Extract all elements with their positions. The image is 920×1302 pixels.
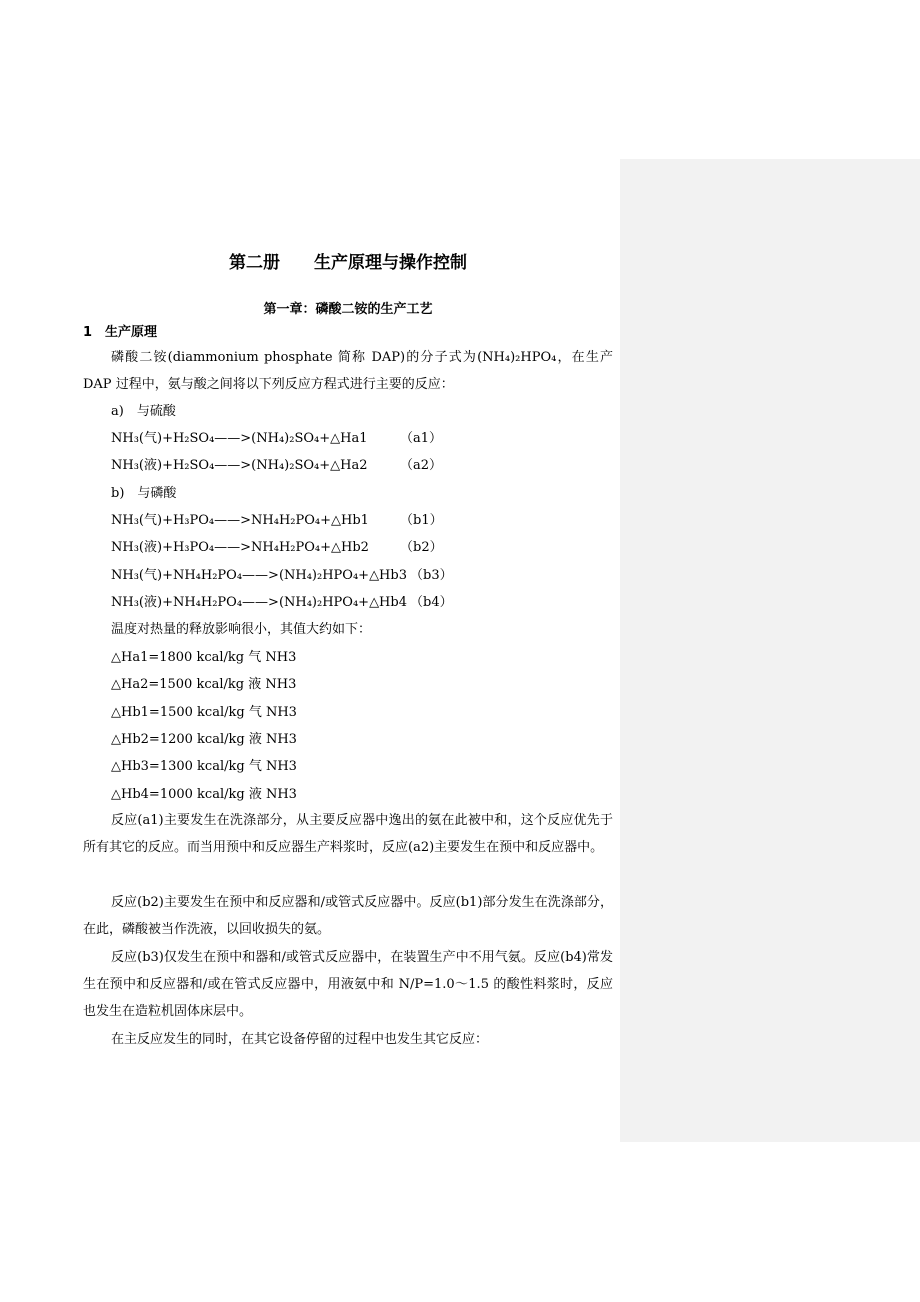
heat-value-hb3: △Hb3=1300 kcal/kg 气 NH3 bbox=[111, 759, 297, 774]
equation-tag: （b4） bbox=[410, 595, 453, 610]
equation-a2 bbox=[111, 456, 443, 476]
equation-formula: NH₃(气)+NH₄H₂PO₄——>(NH₄)₂HPO₄+△Hb3 bbox=[111, 568, 407, 583]
list-item-b: b) 与磷酸 bbox=[111, 486, 177, 501]
paragraph-b3: 反应(b3)仅发生在预中和器和/或管式反应器中，在装置生产中不用气氨。反应(b4)常发生在预中和反应器和/或在管式反应器中，用液氨中和 N/P=1.0～1.5 的酸性料浆时，反应也发生在造粒机固体床层中。 bbox=[83, 950, 613, 1019]
heat-value-ha2: △Ha2=1500 kcal/kg 液 NH3 bbox=[111, 677, 297, 692]
heat-intro: 温度对热量的释放影响很小，其值大约如下： bbox=[111, 622, 372, 637]
equation-formula: NH₃(液)+NH₄H₂PO₄——>(NH₄)₂HPO₄+△Hb4 bbox=[111, 595, 407, 610]
equation-tag: （b3） bbox=[410, 568, 453, 583]
heat-value-hb1: △Hb1=1500 kcal/kg 气 NH3 bbox=[111, 705, 297, 720]
equation-tag: （b2） bbox=[400, 540, 443, 555]
paragraph-b2: 反应(b2)主要发生在预中和反应器和/或管式反应器中。反应(b1)部分发生在洗涤部分，在此，磷酸被当作洗液，以回收损失的氨。 bbox=[83, 895, 613, 937]
equation-a1 bbox=[111, 429, 443, 449]
paragraph-a1: 反应(a1)主要发生在洗涤部分，从主要反应器中逸出的氨在此被中和，这个反应优先于所有其它的反应。而当用预中和反应器生产料浆时，反应(a2)主要发生在预中和反应器中。 bbox=[83, 813, 613, 855]
heat-value-hb4: △Hb4=1000 kcal/kg 液 NH3 bbox=[111, 787, 297, 802]
comment-pane bbox=[620, 159, 920, 1142]
equation-tag: （b1） bbox=[400, 513, 443, 528]
equation-b1 bbox=[111, 511, 443, 531]
equation-tag: （a2） bbox=[400, 458, 443, 473]
section-heading: 1 生产原理 bbox=[83, 325, 158, 340]
intro-paragraph: 磷酸二铵(diammonium phosphate 简称 DAP)的分子式为(NH₄)₂HPO₄，在生产 DAP 过程中，氨与酸之间将以下列反应方程式进行主要的反应： bbox=[83, 350, 613, 392]
paragraph-side-reactions: 在主反应发生的同时，在其它设备停留的过程中也发生其它反应： bbox=[111, 1032, 489, 1047]
list-item-a: a) 与硫酸 bbox=[111, 404, 176, 419]
equation-formula: NH₃(液)+H₃PO₄——>NH₄H₂PO₄+△Hb2 bbox=[111, 540, 369, 555]
book-title: 第二册 生产原理与操作控制 bbox=[229, 253, 467, 273]
heat-value-ha1: △Ha1=1800 kcal/kg 气 NH3 bbox=[111, 650, 297, 665]
equation-b4 bbox=[111, 593, 453, 613]
equation-formula: NH₃(气)+H₃PO₄——>NH₄H₂PO₄+△Hb1 bbox=[111, 513, 369, 528]
equation-b3 bbox=[111, 566, 453, 586]
chapter-title: 第一章：磷酸二铵的生产工艺 bbox=[263, 302, 433, 317]
equation-tag: （a1） bbox=[400, 431, 443, 446]
equation-b2 bbox=[111, 538, 443, 558]
equation-formula: NH₃(气)+H₂SO₄——>(NH₄)₂SO₄+△Ha1 bbox=[111, 431, 368, 446]
heat-value-hb2: △Hb2=1200 kcal/kg 液 NH3 bbox=[111, 732, 297, 747]
equation-formula: NH₃(液)+H₂SO₄——>(NH₄)₂SO₄+△Ha2 bbox=[111, 458, 368, 473]
